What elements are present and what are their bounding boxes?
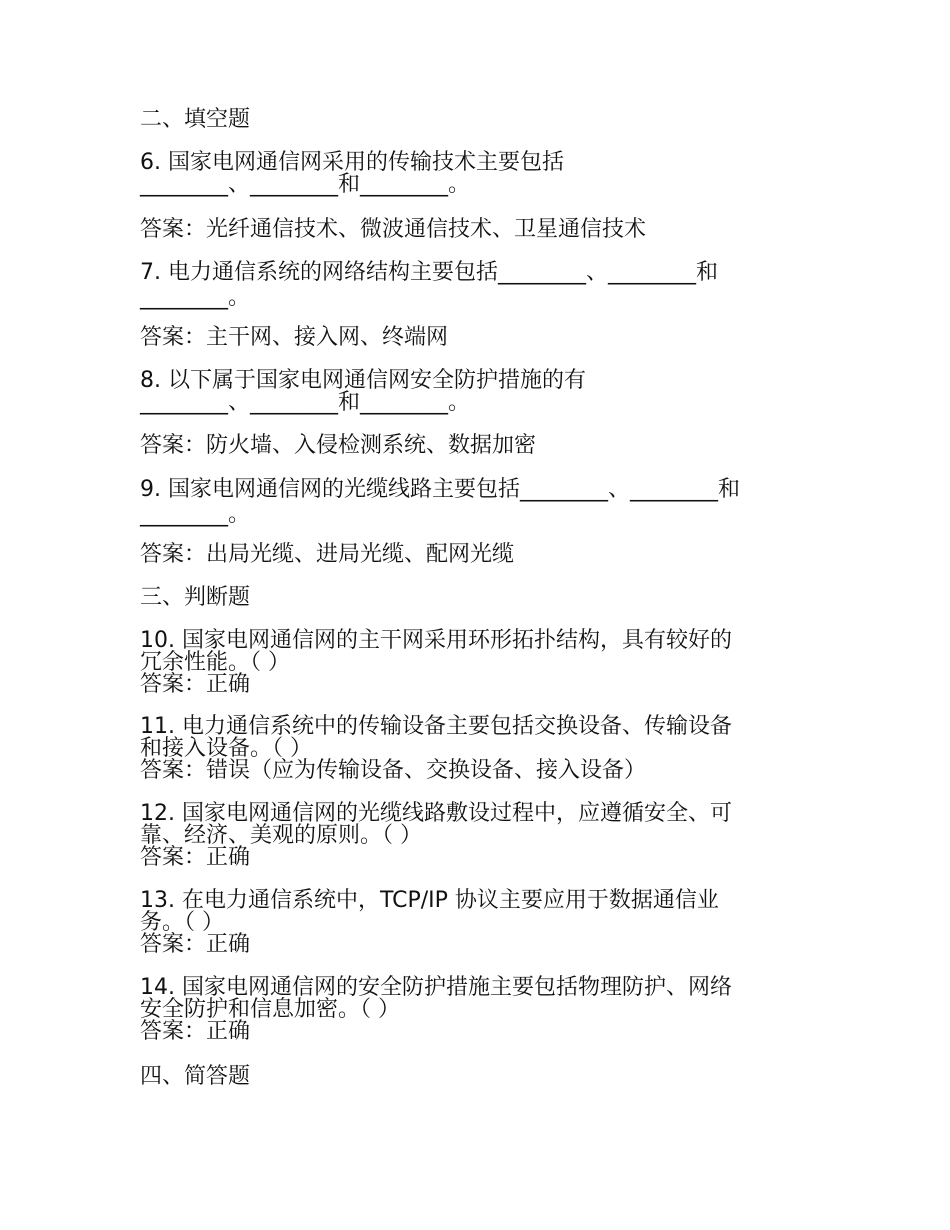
section-heading-true-false: 三、判断题 [140,585,251,610]
q10-text-line2: 冗余性能。（ ） [140,650,290,675]
q12-answer: 答案：正确 [140,845,251,870]
q14-text-line1: 14. 国家电网通信网的安全防护措施主要包括物理防护、网络 [140,975,732,1000]
q7-answer: 答案：主干网、接入网、终端网 [140,325,449,350]
q12-text-line1: 12. 国家电网通信网的光缆线路敷设过程中，应遵循安全、可 [140,801,732,826]
q11-text-line2: 和接入设备。（ ） [140,736,312,761]
q14-answer: 答案：正确 [140,1019,251,1044]
section-heading-fill-blank: 二、填空题 [140,107,251,132]
q8-text-line2: ________、________和________。 [140,390,471,415]
q10-answer: 答案：正确 [140,672,251,697]
q6-text-line1: 6. 国家电网通信网采用的传输技术主要包括 [140,150,564,175]
q11-answer: 答案：错误（应为传输设备、交换设备、接入设备） [140,758,647,783]
q13-answer: 答案：正确 [140,932,251,957]
q9-text-line2: ________。 [140,502,251,527]
q12-text-line2: 靠、经济、美观的原则。（ ） [140,823,422,848]
q7-text-line1: 7. 电力通信系统的网络结构主要包括________、________和 [140,260,718,285]
q14-text-line2: 安全防护和信息加密。（ ） [140,997,400,1022]
q10-text-line1: 10. 国家电网通信网的主干网采用环形拓扑结构，具有较好的 [140,628,732,653]
q13-text-line2: 务。（ ） [140,910,224,935]
q8-text-line1: 8. 以下属于国家电网通信网安全防护措施的有 [140,368,586,393]
q8-answer: 答案：防火墙、入侵检测系统、数据加密 [140,433,537,458]
q6-answer: 答案：光纤通信技术、微波通信技术、卫星通信技术 [140,217,647,242]
section-heading-short-answer: 四、简答题 [140,1064,251,1089]
q11-text-line1: 11. 电力通信系统中的传输设备主要包括交换设备、传输设备 [140,714,732,739]
q6-text-line2: ________、________和________。 [140,172,471,197]
q7-text-line2: ________。 [140,285,251,310]
q13-text-line1: 13. 在电力通信系统中，TCP/IP 协议主要应用于数据通信业 [140,888,719,913]
q9-text-line1: 9. 国家电网通信网的光缆线路主要包括________、________和 [140,477,740,502]
q9-answer: 答案：出局光缆、进局光缆、配网光缆 [140,542,515,567]
